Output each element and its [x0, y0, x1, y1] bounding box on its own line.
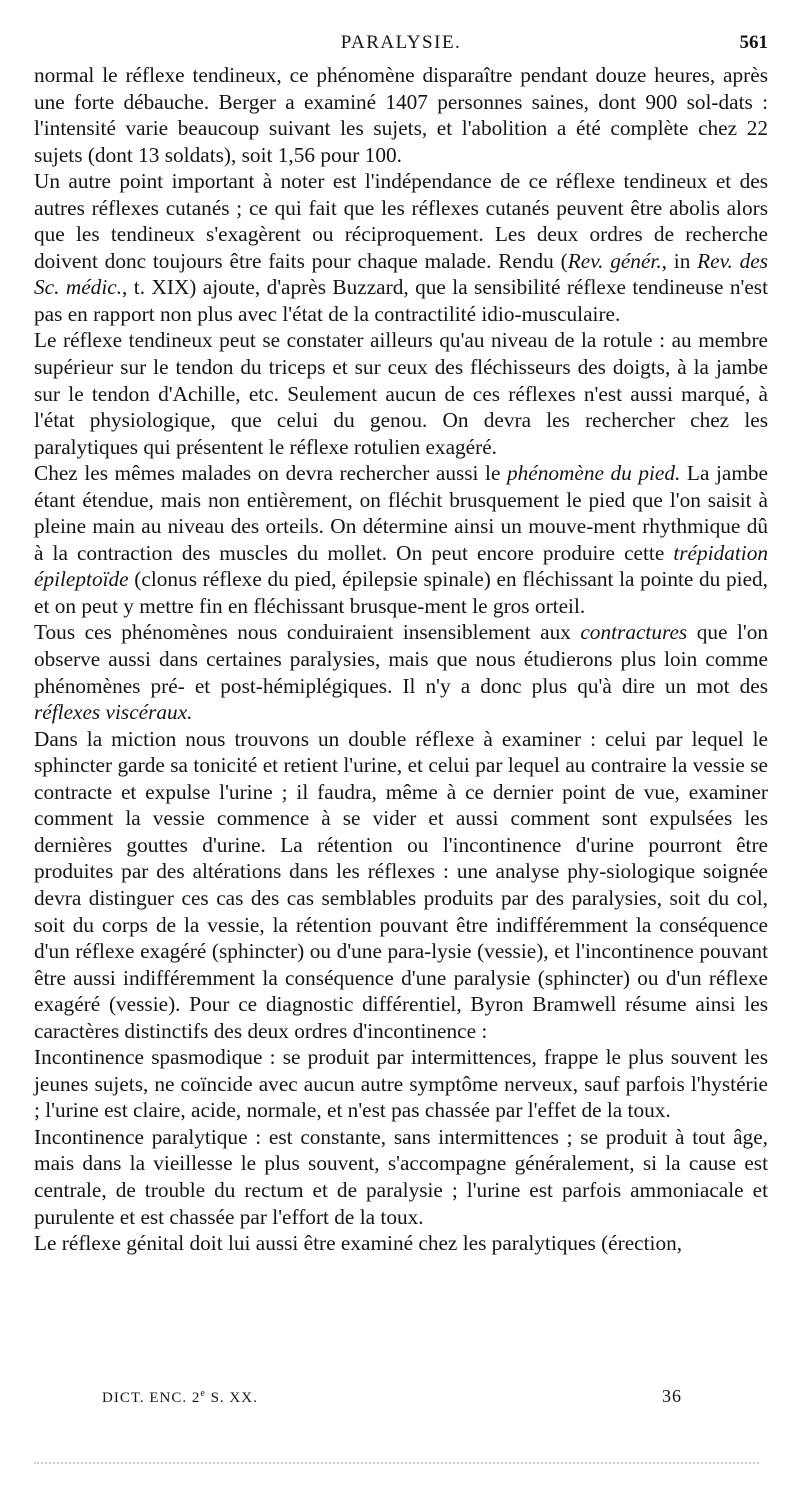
italic-text-run: Rev. génér.: [567, 248, 662, 273]
paragraph: [34, 1230, 768, 1257]
text-run: (clonus réflexe du pied, épilepsie spinale) en fléchissant la pointe du pied, et on peut y mettre fin en fléchissant brusque-ment le gros orteil.: [34, 567, 768, 618]
text-run: , t. XIX) ajoute, d'après Buzzard, que la sensibilité réflexe tendineuse n'est pas en rapport non plus avec l'état de la contractilité idio-musculaire.: [34, 275, 768, 326]
paragraph: [34, 168, 768, 327]
italic-text-run: réflexes viscéraux.: [34, 700, 193, 725]
text-run: que l'on observe aussi dans certaines paralysies, mais que nous étudierons plus loin comme phénomènes pré- et post-hémiplégiques. Il n'y a donc plus qu'à dire un mot des: [34, 620, 768, 698]
body-text: [34, 62, 768, 1257]
text-run: La jambe étant étendue, mais non entièrement, on fléchit brusquement le pied que l'on saisit à pleine main au niveau des orteils. On détermine ainsi un mouve-ment rhythmique dû à la contraction des muscles du mollet. On peut encore produire cette: [34, 461, 768, 565]
sheet-number: 36: [662, 1386, 682, 1406]
text-run: Le réflexe génital doit lui aussi être examiné chez les paralytiques (érection,: [34, 1231, 683, 1256]
text-run: Dans la miction nous trouvons un double réflexe à examiner : celui par lequel le sphincter garde sa tonicité et retient l'urine, et celui par lequel au contraire la vessie se contracte et expulse l'urine ; il faudra, même à ce dernier point de vue, examiner comment la vessie commence à se vider et aussi comment sont expulsées les dernières gouttes d'urine. La rétention ou l'incontinence d'urine pourront être produites par des altérations dans les réflexes : une analyse phy-siologique soignée devra distinguer ces cas des cas semblables produits par des paralysies, soit du col, soit du corps de la vessie, la rétention pouvant être indifféremment la conséquence d'un réflexe exagéré (sphincter) ou d'une para-lysie (vessie), et l'incontinence pouvant être aussi indifféremment la conséquence d'une paralysie (sphincter) ou d'un réflexe exagéré (vessie). Pour ce diagnostic différentiel, Byron Bramwell résume ainsi les caractères distinctifs des deux ordres d'incontinence :: [34, 726, 768, 1043]
text-run: Chez les mêmes malades on devra rechercher aussi le: [34, 461, 507, 486]
italic-text-run: phénomène du pied.: [506, 461, 681, 486]
text-run: , in: [661, 248, 698, 273]
paragraph: [34, 62, 768, 168]
text-run: Incontinence paralytique : est constante, sans intermittences ; se produit à tout âge, mais dans la vieillesse le plus souvent, s'accompagne généralement, si la cause est centrale, de trouble du rectum et de paralysie ; l'urine est parfois ammoniacale et purulente et est chassée par l'effort de la toux.: [34, 1124, 768, 1229]
running-head: [34, 32, 768, 56]
italic-text-run: contractures: [580, 620, 688, 645]
printer-signature: DICT. ENC. 2e S. XX.: [102, 1388, 258, 1406]
italic-text-run: trépidation épileptoïde: [34, 540, 768, 592]
paragraph: [34, 619, 768, 725]
text-run: normal le réflexe tendineux, ce phénomène disparaître pendant douze heures, après une forte débauche. Berger a examiné 1407 personnes saines, dont 900 sol-dats : l'intensité varie beaucoup suivant les sujets, et l'abolition a été complète chez 22 sujets (dont 13 soldats), soit 1,56 pour 100.: [34, 63, 768, 167]
bottom-dotted-rule: [34, 1462, 759, 1464]
page-footer: [102, 1388, 682, 1410]
running-title: PARALYSIE.: [340, 32, 462, 53]
paragraph: [34, 726, 768, 1045]
text-run: Le réflexe tendineux peut se constater ailleurs qu'au niveau de la rotule : au membre supérieur sur le tendon du triceps et sur ceux des fléchisseurs des doigts, à la jambe sur le tendon d'Achille, etc. Seulement aucun de ces réflexes n'est aussi marqué, à l'état physiologique, que celui du genou. On devra les rechercher chez les paralytiques qui présentent le réflexe rotulien exagéré.: [34, 328, 768, 459]
text-run: Tous ces phénomènes nous conduiraient insensiblement aux: [34, 620, 581, 645]
paragraph: [34, 327, 768, 460]
italic-text-run: Rev. des Sc. médic.: [34, 248, 769, 300]
paragraph: [34, 460, 768, 619]
text-run: Un autre point important à noter est l'indépendance de ce réflexe tendineux et des autres réflexes cutanés ; ce qui fait que les réflexes cutanés peuvent être abolis alors que les tendineux s'exagèrent ou réciproquement. Les deux ordres de recherche doivent donc toujours être faits pour chaque malade. Rendu (: [34, 169, 768, 273]
page-number: 561: [739, 32, 768, 53]
paragraph: [34, 1044, 768, 1124]
paragraph: [34, 1124, 768, 1230]
text-run: Incontinence spasmodique : se produit par intermittences, frappe le plus souvent les jeunes sujets, ne coïncide avec aucun autre symptôme nerveux, sauf parfois l'hystérie ; l'urine est claire, acide, normale, et n'est pas chassée par l'effet de la toux.: [34, 1045, 768, 1123]
